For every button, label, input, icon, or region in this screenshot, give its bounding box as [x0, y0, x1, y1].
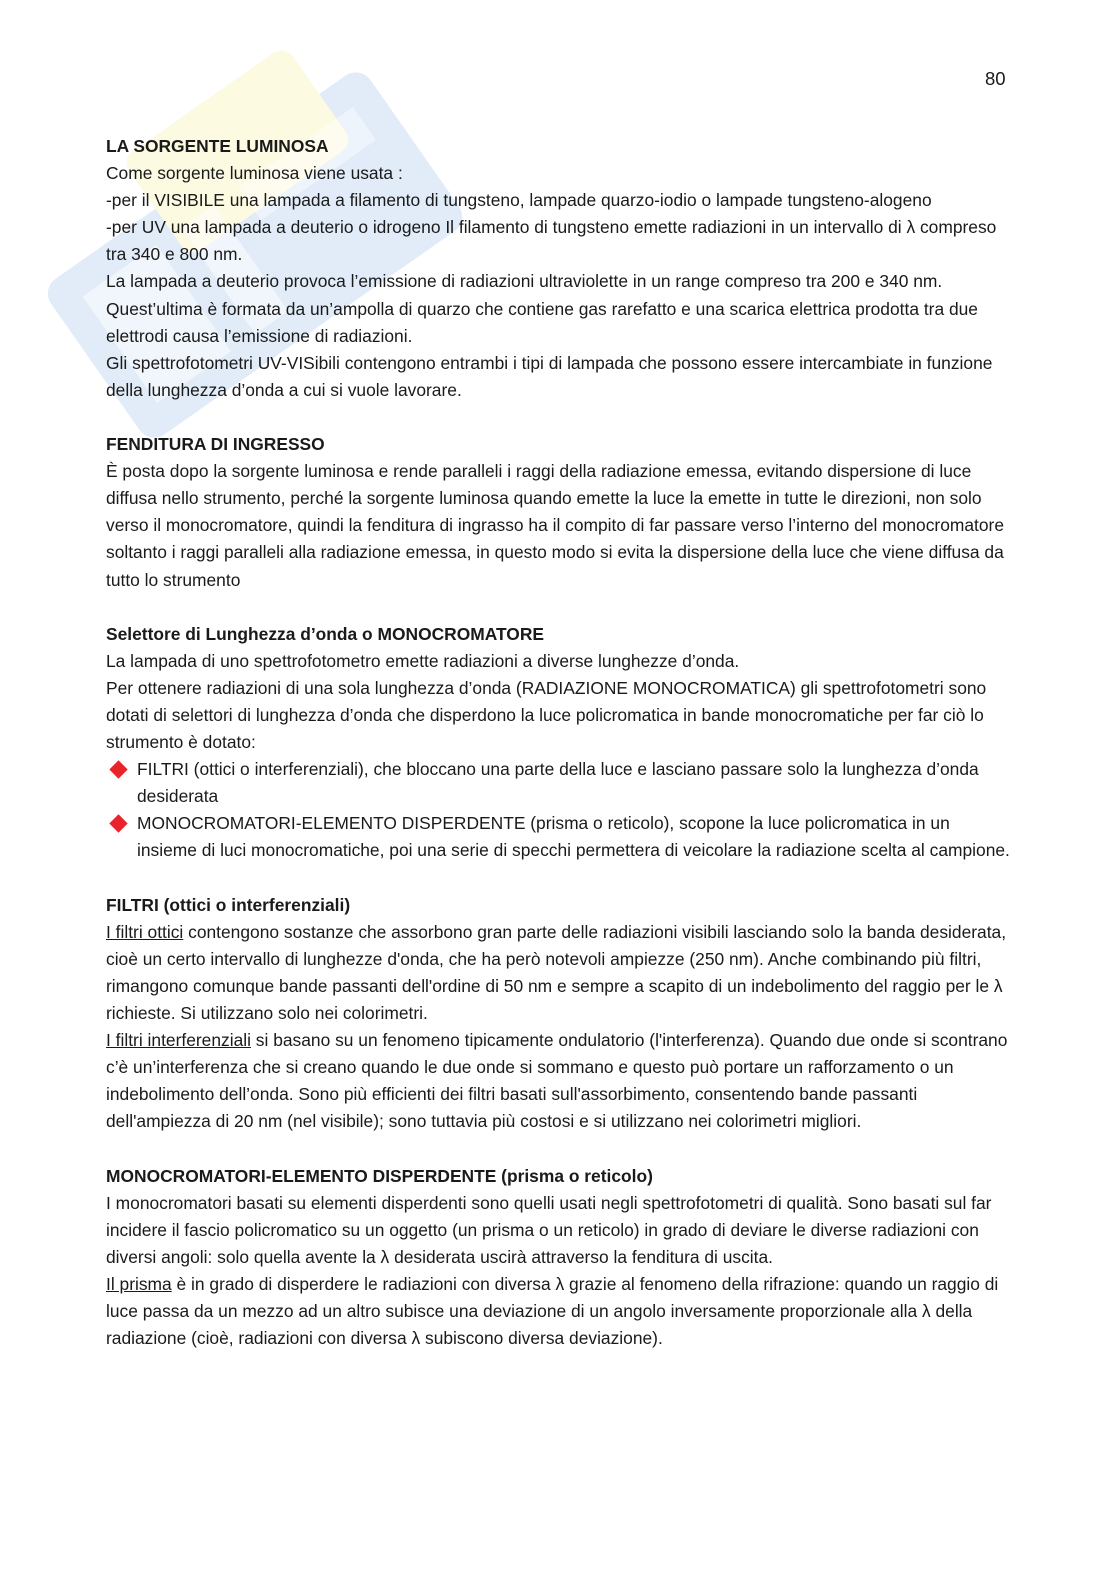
underlined-term: I filtri interferenziali — [106, 1030, 251, 1051]
section-title: FENDITURA DI INGRESSO — [106, 434, 325, 455]
paragraph: La lampada di uno spettrofotometro emette radiazioni a diverse lunghezze d’onda. — [106, 650, 740, 671]
paragraph: I monocromatori basati su elementi disperdenti sono quelli usati negli spettrofotometri di qualità. Sono basati sul far incidere il fascio policromatico su un oggetto (un prisma o un reticolo) in grado di deviare le diverse radiazioni con diversi angoli: solo quella avente la λ desiderata uscirà attraverso la fenditura di uscita. — [106, 1192, 992, 1267]
section-fenditura-ingresso — [106, 431, 1011, 594]
paragraph: La lampada a deuterio provoca l’emissione di radiazioni ultraviolette in un range compreso tra 200 e 340 nm. — [106, 271, 943, 292]
section-title: Selettore di Lunghezza d’onda o MONOCROMATORE — [106, 623, 544, 644]
paragraph: Quest’ultima è formata da un’ampolla di quarzo che contiene gas rarefatto e una scarica elettrica prodotta tra due elettrodi causa l’emissione di radiazioni. — [106, 298, 978, 346]
paragraph: Per ottenere radiazioni di una sola lunghezza d’onda (RADIAZIONE MONOCROMATICA) gli spettrofotometri sono dotati di selettori di lunghezza d’onda che disperdono la luce policromatica in bande monocromatiche per far ciò lo strumento è dotato: — [106, 677, 987, 753]
list-item — [106, 756, 1011, 810]
list-item-text: MONOCROMATORI-ELEMENTO DISPERDENTE (prisma o reticolo), scopone la luce policromatica in un insieme di luci monocromatiche, poi una serie di specchi permettera di veicolare la radiazione scelta al campione. — [137, 813, 1010, 861]
section-title: LA SORGENTE LUMINOSA — [106, 136, 329, 156]
paragraph-text: è in grado di disperdere le radiazioni con diversa λ grazie al fenomeno della rifrazione: quando un raggio di luce passa da un mezzo ad un altro subisce una deviazione di un angolo inversamente proporzionale alla λ della radiazione (cioè, radiazioni con diversa λ subiscono diversa deviazione). — [106, 1273, 999, 1349]
paragraph: -per il VISIBILE una lampada a filamento di tungsteno, lampade quarzo-iodio o lampade tungsteno-alogeno — [106, 190, 932, 211]
underlined-term: Il prisma — [106, 1273, 172, 1294]
paragraph: Gli spettrofotometri UV-VISibili contengono entrambi i tipi di lampada che possono essere intercambiate in funzione della lunghezza d’onda a cui si vuole lavorare. — [106, 352, 993, 400]
red-diamond-bullet-icon — [109, 760, 127, 778]
list-item — [106, 810, 1011, 864]
page-number: 80 — [985, 68, 1006, 89]
section-sorgente-luminosa — [106, 133, 1011, 404]
paragraph — [106, 919, 1011, 1027]
red-diamond-bullet-icon — [109, 815, 127, 833]
section-monocromatori — [106, 1163, 1011, 1353]
paragraph — [106, 1271, 1011, 1352]
document-body — [106, 133, 1011, 1379]
paragraph-text: si basano su un fenomeno tipicamente ondulatorio (l'interferenza). Quando due onde si scontrano c’è un’interferenza che si creano quando le due onde si sommano e questo può portare un rafforzamento o un indebolimento dell’onda. Sono più efficienti dei filtri basati sull'assorbimento, consentendo bande passanti dell'ampiezza di 20 nm (nel visibile); sono tuttavia più costosi e si utilizzano nei colorimetri migliori. — [106, 1030, 1008, 1132]
underlined-term: I filtri ottici — [106, 921, 184, 942]
section-title: MONOCROMATORI-ELEMENTO DISPERDENTE (prisma o reticolo) — [106, 1165, 653, 1186]
section-filtri — [106, 892, 1011, 1136]
paragraph-text: contengono sostanze che assorbono gran parte delle radiazioni visibili lasciando solo la banda desiderata, cioè un certo intervallo di lunghezze d'onda, che ha però notevoli ampiezze (250 nm). Anche combinando più filtri, rimangono comunque bande passanti dell'ordine di 50 nm e sempre a scapito di un indebolimento del raggio per le λ richieste. Si utilizzano solo nei colorimetri. — [106, 921, 1007, 1023]
paragraph: È posta dopo la sorgente luminosa e rende paralleli i raggi della radiazione emessa, evitando dispersione di luce diffusa nello strumento, perché la sorgente luminosa quando emette la luce la emette in tutte le direzioni, non solo verso il monocromatore, quindi la fenditura di ingrasso ha il compito di far passare verso l’interno del monocromatore soltanto i raggi paralleli alla radiazione emessa, in questo modo si evita la dispersione della luce che viene diffusa da tutto lo strumento — [106, 461, 1004, 590]
section-title: FILTRI (ottici o interferenziali) — [106, 894, 351, 915]
section-selettore-monocromatore — [106, 621, 1011, 865]
paragraph — [106, 1027, 1011, 1135]
paragraph: Come sorgente luminosa viene usata : — [106, 163, 403, 184]
paragraph: -per UV una lampada a deuterio o idrogeno Il filamento di tungsteno emette radiazioni in un intervallo di λ compreso tra 340 e 800 nm. — [106, 217, 997, 265]
list-item-text: FILTRI (ottici o interferenziali), che bloccano una parte della luce e lasciano passare solo la lunghezza d’onda desiderata — [137, 759, 979, 807]
